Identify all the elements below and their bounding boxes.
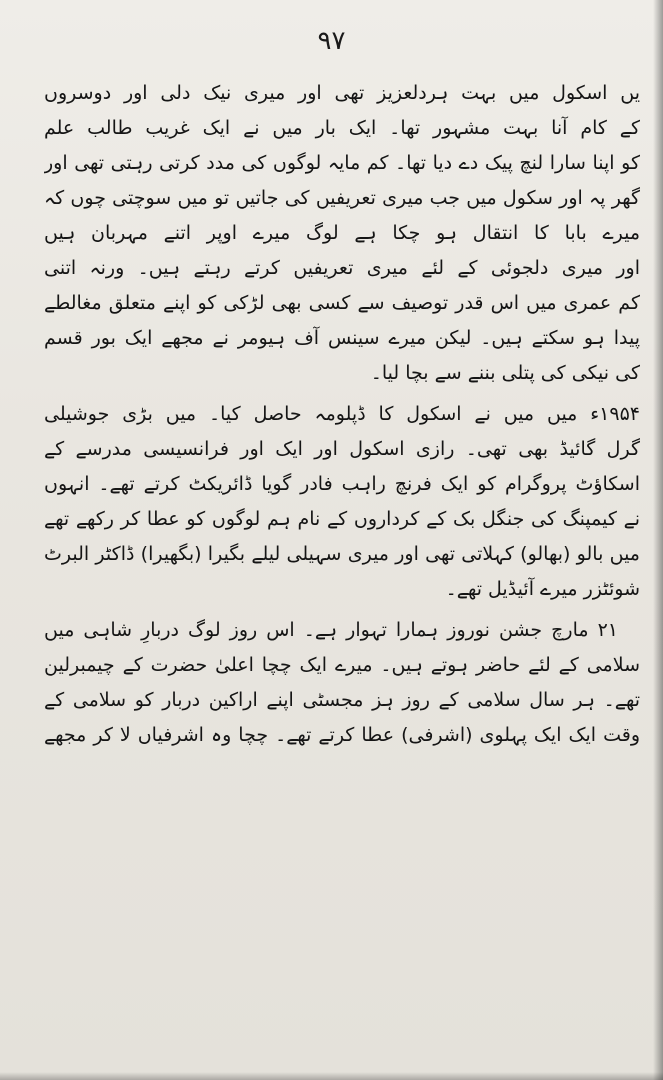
text-line: ۲۱ مارچ جشن نوروز ہمارا تہوار ہے۔ اس روز لوگ دربارِ شاہی میں bbox=[44, 619, 618, 641]
text-line: کی نیکی کی پتلی بننے سے بچا لیا۔ bbox=[370, 362, 640, 384]
page-edge-shadow bbox=[653, 0, 663, 1080]
text-line: نے کیمپنگ کی جنگل بک کے کرداروں کے نام ہم لوگوں کو عطا کر رکھے تھے bbox=[44, 508, 640, 530]
text-line: ۱۹۵۴ء میں میں نے اسکول کا ڈپلومہ حاصل کیا۔ میں بڑی جوشیلی bbox=[44, 403, 640, 425]
text-line: یں اسکول میں بہت ہردلعزیز تھی اور میری نیک دلی اور دوسروں bbox=[44, 82, 640, 104]
text-line: میرے بابا کا انتقال ہو چکا ہے لوگ میرے اوپر اتنے مہربان ہیں bbox=[44, 222, 640, 244]
page-bottom-shadow bbox=[0, 1072, 663, 1080]
text-line: کے کام آنا بہت مشہور تھا۔ ایک بار میں نے ایک غریب طالب علم bbox=[44, 117, 640, 139]
text-line: گرل گائیڈ بھی تھی۔ رازی اسکول اور ایک اور فرانسیسی مدرسے کے bbox=[44, 438, 640, 460]
text-line: شوئٹزر میرے آئیڈیل تھے۔ bbox=[445, 578, 640, 600]
text-line: اور میری دلجوئی کے لئے میری تعریفیں کرتے رہتے ہیں۔ ورنہ اتنی bbox=[44, 257, 640, 279]
text-line: اسکاؤٹ پروگرام کو ایک فرنچ راہب فادر گویا ڈائریکٹ کرتے تھے۔ انہوں bbox=[44, 473, 640, 495]
page-number: ۹۷ bbox=[317, 26, 346, 56]
text-line: تھے۔ ہر سال سلامی کے روز ہز مجسٹی اپنے اراکین دربار کو سلامی کے bbox=[44, 689, 640, 711]
text-line: کم عمری میں اس قدر توصیف سے کسی بھی لڑکی کو اپنے متعلق مغالطے bbox=[44, 292, 640, 314]
text-line: وقت ایک ایک پہلوی (اشرفی) عطا کرتے تھے۔ چچا وہ اشرفیاں لا کر مجھے bbox=[44, 724, 640, 746]
text-line: گھر پہ اور سکول میں جب میری تعریفیں کی جاتیں تو میں سوچتی چوں کہ bbox=[44, 187, 640, 209]
text-line: کو اپنا سارا لنچ پیک دے دیا تھا۔ کم مایہ لوگوں کی مدد کرتی رہتی تھی اور bbox=[44, 152, 640, 174]
text-line: سلامی کے لئے حاضر ہوتے ہیں۔ میرے ایک چچا اعلیٰ حضرت کے چیمبرلین bbox=[44, 654, 640, 676]
text-line: پیدا ہو سکتے ہیں۔ لیکن میرے سینس آف ہیومر نے مجھے ایک بور قسم bbox=[44, 327, 640, 349]
page-body-text bbox=[44, 76, 640, 753]
text-line: میں بالو (بھالو) کہلاتی تھی اور میری سہیلی لیلے بگیرا (بگھیرا) ڈاکٹر البرٹ bbox=[44, 543, 640, 565]
